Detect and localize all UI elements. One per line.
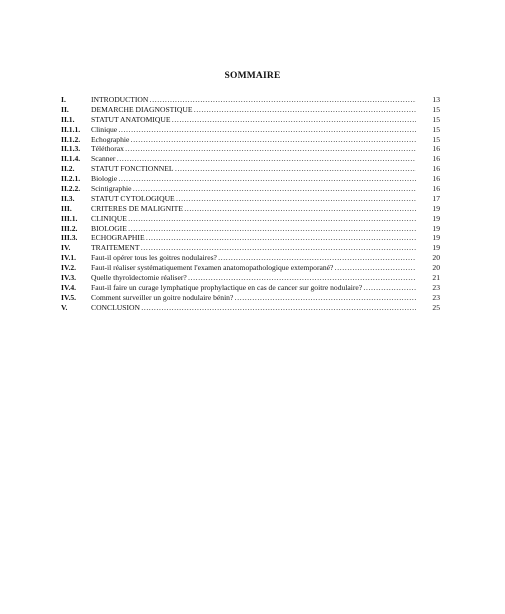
toc-entry-page: 23 (432, 282, 440, 292)
toc-entry (61, 144, 440, 154)
toc-entry-label: Téléthorax (91, 144, 124, 154)
toc-entry-label: CRITERES DE MALIGNITE (91, 203, 183, 213)
toc-entry-page: 19 (432, 233, 440, 243)
toc-entry-page: 15 (432, 114, 440, 124)
toc-entry-label: Scanner (91, 154, 116, 164)
toc-entry (61, 164, 440, 174)
toc-entry-label: CLINIQUE (91, 213, 127, 223)
toc-entry-label: STATUT ANATOMIQUE (91, 114, 171, 124)
toc-entry-page: 17 (432, 193, 440, 203)
toc-entry-number: IV.2. (61, 263, 77, 273)
toc-entry (61, 273, 440, 283)
toc-leader-dots (363, 283, 416, 292)
toc-entry-label: Faut-il opérer tous les goitres nodulaires? (91, 253, 217, 263)
toc-entry (61, 194, 440, 204)
toc-entry-label: Biologie (91, 174, 118, 184)
toc-entry-number: II.1.4. (61, 154, 81, 164)
toc-entry-label: STATUT CYTOLOGIQUE (91, 193, 175, 203)
toc-leader-dots (171, 115, 416, 124)
toc-leader-dots (193, 105, 416, 114)
toc-entry-number: IV. (61, 243, 71, 253)
toc-entry-page: 16 (432, 154, 440, 164)
toc-entry-number: II.1.3. (61, 144, 81, 154)
toc-entry (61, 243, 440, 253)
toc-entry (61, 125, 440, 135)
toc-entry-page: 16 (432, 184, 440, 194)
toc-entry (61, 293, 440, 303)
toc-entry-number: I. (61, 95, 66, 104)
toc-entry-label: Faut-il faire un curage lymphatique prophylactique en cas de cancer sur goitre nodulaire? (91, 282, 363, 292)
toc-entry-number: III. (61, 203, 72, 213)
toc-entry (61, 253, 440, 263)
toc-entry-number: II.2.1. (61, 174, 81, 184)
toc-entry (61, 95, 440, 105)
toc-entry-page: 19 (432, 203, 440, 213)
toc-entry-page: 16 (432, 164, 440, 174)
toc-entry-number: III.2. (61, 223, 78, 233)
toc-entry-number: IV.1. (61, 253, 77, 263)
toc-entry-page: 13 (432, 95, 440, 104)
toc-leader-dots (118, 174, 416, 183)
toc-entry (61, 303, 440, 313)
toc-entry-number: IV.4. (61, 282, 77, 292)
toc-leader-dots (218, 253, 416, 262)
toc-entry-number: III.3. (61, 233, 78, 243)
toc-entry (61, 224, 440, 234)
toc-leader-dots (149, 95, 416, 104)
toc-leader-dots (116, 154, 416, 163)
table-of-contents (61, 95, 440, 313)
toc-entry (61, 154, 440, 164)
toc-entry-number: IV.3. (61, 273, 77, 283)
toc-entry-page: 16 (432, 144, 440, 154)
toc-leader-dots (188, 273, 416, 282)
toc-entry-number: V. (61, 302, 68, 312)
toc-leader-dots (118, 125, 416, 134)
toc-entry-number: III.1. (61, 213, 78, 223)
toc-leader-dots (146, 233, 416, 242)
toc-entry-page: 19 (432, 243, 440, 253)
toc-entry-number: II.1.1. (61, 124, 81, 134)
toc-leader-dots (234, 293, 416, 302)
toc-entry-page: 23 (432, 292, 440, 302)
toc-entry-page: 20 (432, 253, 440, 263)
toc-entry-page: 21 (432, 273, 440, 283)
toc-entry-label: Faut-il réaliser systématiquement l'examen anatomopathologique extemporané? (91, 263, 334, 273)
toc-entry-label: Clinique (91, 124, 118, 134)
toc-entry-page: 15 (432, 134, 440, 144)
toc-entry (61, 283, 440, 293)
toc-entry-label: CONCLUSION (91, 302, 140, 312)
toc-entry (61, 233, 440, 243)
page-title: SOMMAIRE (224, 71, 281, 81)
toc-entry (61, 135, 440, 145)
toc-entry (61, 214, 440, 224)
toc-entry-page: 16 (432, 174, 440, 184)
toc-entry-label: DEMARCHE DIAGNOSTIQUE (91, 104, 193, 114)
toc-entry-page: 25 (432, 302, 440, 312)
toc-entry-page: 15 (432, 104, 440, 114)
toc-leader-dots (133, 184, 417, 193)
toc-leader-dots (130, 135, 416, 144)
toc-entry-label: TRAITEMENT (91, 243, 140, 253)
toc-entry (61, 174, 440, 184)
toc-entry-page: 15 (432, 124, 440, 134)
toc-leader-dots (176, 194, 416, 203)
toc-entry-label: Echographie (91, 134, 130, 144)
toc-entry-number: II.2. (61, 164, 75, 174)
toc-entry (61, 184, 440, 194)
toc-entry (61, 115, 440, 125)
toc-entry-label: STATUT FONCTIONNEL (91, 164, 174, 174)
toc-leader-dots (141, 303, 416, 312)
toc-entry-number: II. (61, 104, 69, 114)
toc-entry-number: II.3. (61, 193, 75, 203)
toc-entry-label: Quelle thyroïdectomie réaliser? (91, 273, 187, 283)
toc-entry-number: II.1.2. (61, 134, 81, 144)
toc-entry-label: BIOLOGIE (91, 223, 127, 233)
toc-leader-dots (334, 263, 416, 272)
toc-leader-dots (184, 204, 416, 213)
toc-leader-dots (128, 224, 416, 233)
toc-leader-dots (128, 214, 416, 223)
toc-entry-label: Comment surveiller un goitre nodulaire bénin? (91, 292, 234, 302)
toc-entry (61, 263, 440, 273)
toc-entry (61, 105, 440, 115)
toc-entry (61, 204, 440, 214)
toc-entry-page: 19 (432, 213, 440, 223)
toc-leader-dots (175, 164, 416, 173)
toc-entry-label: Scintigraphie (91, 184, 132, 194)
toc-entry-page: 20 (432, 263, 440, 273)
toc-entry-page: 19 (432, 223, 440, 233)
toc-leader-dots (141, 243, 416, 252)
toc-entry-label: INTRODUCTION (91, 95, 149, 104)
toc-leader-dots (125, 144, 416, 153)
toc-entry-number: IV.5. (61, 292, 77, 302)
toc-entry-number: II.1. (61, 114, 75, 124)
toc-entry-number: II.2.2. (61, 184, 81, 194)
toc-entry-label: ECHOGRAPHIE (91, 233, 145, 243)
